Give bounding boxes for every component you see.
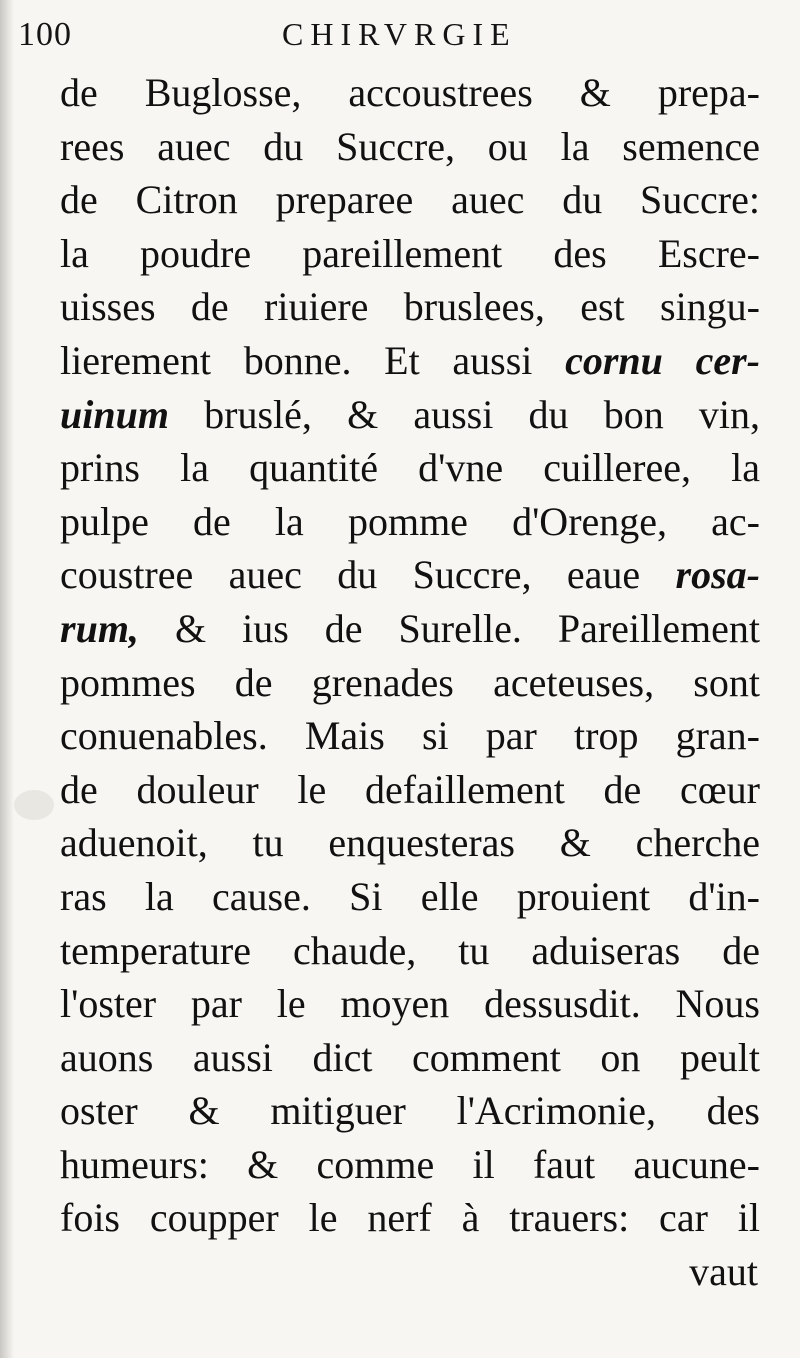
line-text: coustree auec du Succre, eaue bbox=[60, 552, 676, 598]
text-line bbox=[60, 1191, 760, 1245]
line-text: temperature chaude, tu aduiseras de bbox=[60, 927, 760, 973]
line-text: de Buglosse, accoustrees & prepa- bbox=[60, 70, 760, 115]
body-text bbox=[60, 66, 760, 1299]
line-text: fois coupper le nerf à trauers: car il bbox=[60, 1195, 760, 1241]
line-text: auons aussi dict comment on peult bbox=[60, 1034, 760, 1080]
line-text: de douleur le defaillement de cœur bbox=[60, 766, 760, 812]
text-line bbox=[60, 334, 760, 388]
gutter-shadow bbox=[0, 0, 14, 1358]
text-line bbox=[60, 1138, 760, 1192]
italic-latin-text: rum, bbox=[60, 605, 139, 651]
line-text: de Citron preparee auec du Succre: bbox=[60, 177, 760, 223]
line-text: l'oster par le moyen dessusdit. Nous bbox=[60, 981, 760, 1027]
line-text: lierement bonne. Et aussi bbox=[60, 337, 566, 383]
catchword: vaut bbox=[689, 1249, 758, 1295]
line-text: oster & mitiguer l'Acrimonie, des bbox=[60, 1088, 760, 1134]
text-line bbox=[60, 173, 760, 227]
text-line bbox=[60, 227, 760, 281]
text-line bbox=[60, 280, 760, 334]
text-line bbox=[60, 709, 760, 763]
line-text: uisses de riuiere bruslees, est singu- bbox=[60, 284, 760, 330]
text-line bbox=[60, 870, 760, 924]
line-text: rees auec du Succre, ou la semence bbox=[60, 123, 760, 169]
text-line bbox=[60, 816, 760, 870]
line-text: pulpe de la pomme d'Orenge, ac- bbox=[60, 498, 760, 544]
page-number: 100 bbox=[18, 16, 72, 53]
text-line bbox=[60, 1084, 760, 1138]
italic-latin-text: cornu cer- bbox=[565, 337, 760, 383]
line-text: conuenables. Mais si par trop gran- bbox=[60, 713, 760, 759]
text-line bbox=[60, 924, 760, 978]
line-text: bruslé, & aussi du bon vin, bbox=[168, 391, 760, 437]
text-line bbox=[60, 548, 760, 602]
text-line bbox=[60, 441, 760, 495]
line-text: & ius de Surelle. Pareillement bbox=[138, 605, 760, 651]
text-line bbox=[60, 388, 760, 442]
line-text: prins la quantité d'vne cuilleree, la bbox=[60, 445, 760, 491]
text-line bbox=[60, 763, 760, 817]
text-line bbox=[60, 1031, 760, 1085]
text-line bbox=[60, 602, 760, 656]
running-title: CHIRVRGIE bbox=[282, 16, 517, 52]
italic-latin-text: rosa- bbox=[675, 552, 760, 598]
italic-latin-text: uinum bbox=[60, 391, 169, 437]
show-through-mark bbox=[14, 790, 54, 820]
running-head bbox=[0, 12, 800, 52]
text-line bbox=[60, 120, 760, 174]
line-text: humeurs: & comme il faut aucune- bbox=[60, 1141, 760, 1187]
line-text: ras la cause. Si elle prouient d'in- bbox=[60, 873, 760, 919]
line-text: aduenoit, tu enquesteras & cherche bbox=[60, 820, 760, 866]
text-line bbox=[60, 495, 760, 549]
line-text: la poudre pareillement des Escre- bbox=[60, 230, 760, 276]
text-line bbox=[60, 656, 760, 710]
line-text: pommes de grenades aceteuses, sont bbox=[60, 659, 760, 705]
text-line bbox=[60, 977, 760, 1031]
text-line bbox=[60, 66, 760, 120]
